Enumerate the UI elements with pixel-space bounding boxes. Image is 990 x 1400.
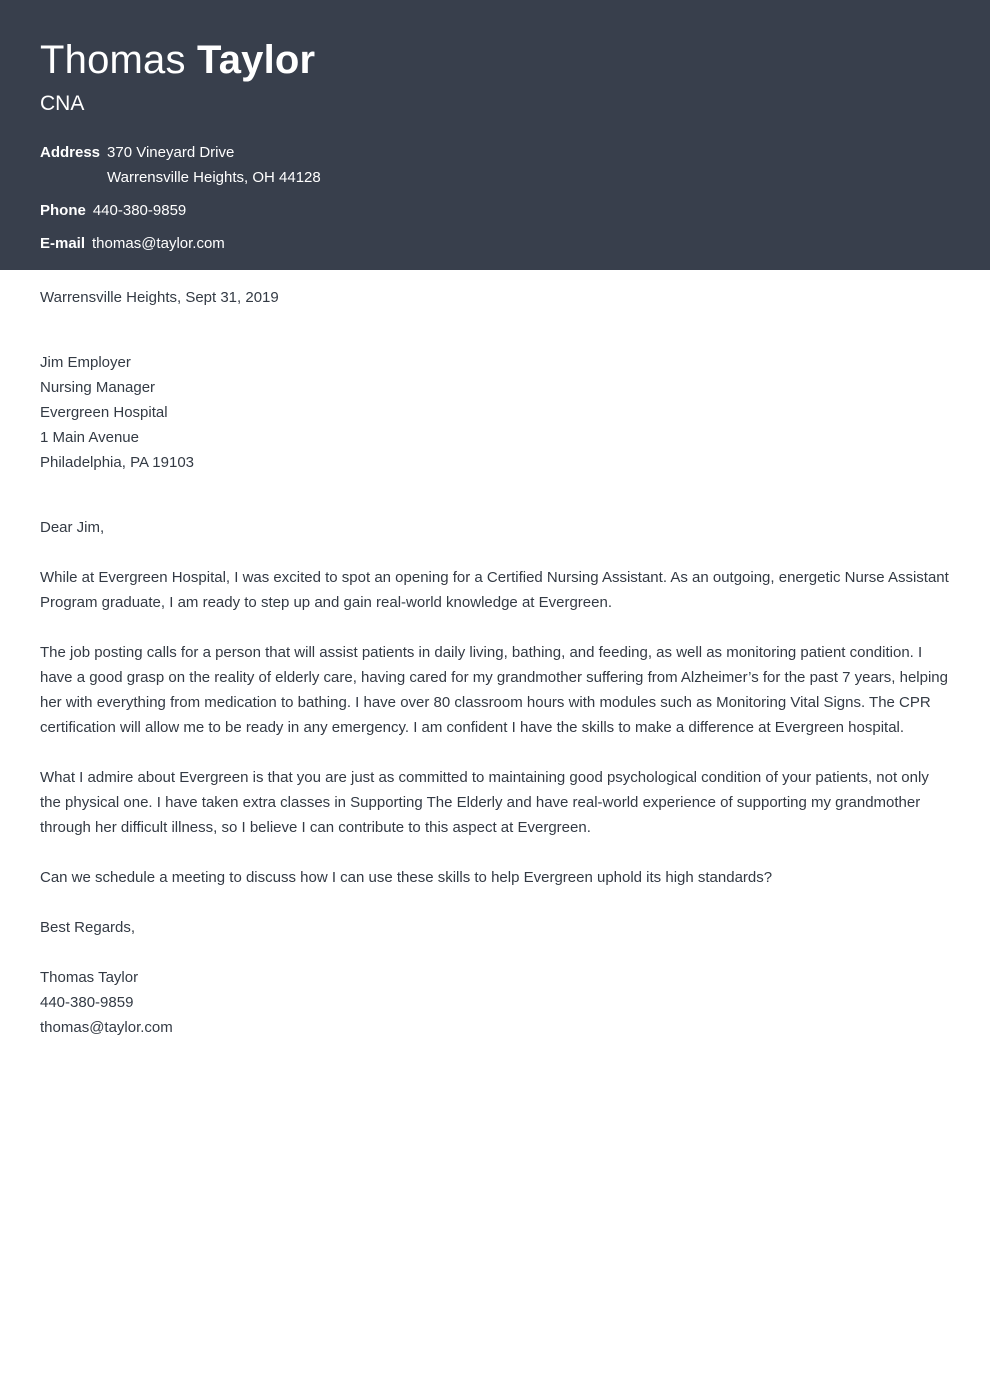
applicant-name xyxy=(40,36,950,84)
address-line2: Warrensville Heights, OH 44128 xyxy=(107,169,321,186)
signature-phone: 440-380-9859 xyxy=(40,994,134,1011)
recipient-name: Jim Employer xyxy=(40,354,131,371)
first-name: Thomas xyxy=(40,38,186,82)
signature-name: Thomas Taylor xyxy=(40,969,139,986)
last-name: Taylor xyxy=(197,38,316,82)
paragraph-2: The job posting calls for a person that will assist patients in daily living, bathing, and feeding, as well as monitoring patient condition. I have a good grasp on the reality of elderly care, having cared for my grandmother suffering from Alzheimer’s for the past 7 years, helping her with everything from medication to bathing. I have over 80 classroom hours with modules such as Monitoring Vital Signs. The CPR certification will allow me to be ready in any emergency. I am confident I have the skills to make a difference at Evergreen hospital. xyxy=(40,644,948,736)
recipient-city: Philadelphia, PA 19103 xyxy=(40,454,195,471)
recipient-street: 1 Main Avenue xyxy=(40,429,139,446)
paragraph-1: While at Evergreen Hospital, I was excited to spot an opening for a Certified Nursing Assistant. As an outgoing, energetic Nurse Assistant Program graduate, I am ready to step up and gain real-world knowledge at Evergreen. xyxy=(40,569,949,611)
recipient-block xyxy=(40,350,950,475)
phone-row xyxy=(40,198,950,223)
phone-value: 440-380-9859 xyxy=(92,202,187,219)
phone-label: Phone xyxy=(40,202,86,219)
signature-email: thomas@taylor.com xyxy=(40,1019,173,1036)
address-label: Address xyxy=(40,144,101,161)
letter-header xyxy=(0,0,990,270)
job-title: CNA xyxy=(40,92,85,115)
date-line: Warrensville Heights, Sept 31, 2019 xyxy=(40,289,279,306)
greeting: Dear Jim, xyxy=(40,519,105,536)
address-line1: 370 Vineyard Drive xyxy=(107,144,235,161)
recipient-company: Evergreen Hospital xyxy=(40,404,168,421)
email-row xyxy=(40,231,950,256)
paragraph-4: Can we schedule a meeting to discuss how I can use these skills to help Evergreen uphold its high standards? xyxy=(40,869,773,886)
letter-body xyxy=(0,270,990,1040)
contact-info xyxy=(40,140,950,256)
paragraph-3: What I admire about Evergreen is that you are just as committed to maintaining good psychological condition of your patients, not only the physical one. I have taken extra classes in Supporting The Elderly and have real-world experience of supporting my grandmother through her difficult illness, so I believe I can contribute to this aspect at Evergreen. xyxy=(40,769,929,836)
closing: Best Regards, xyxy=(40,919,136,936)
email-label: E-mail xyxy=(40,235,86,252)
signature-block xyxy=(40,965,950,1040)
recipient-title: Nursing Manager xyxy=(40,379,156,396)
address-value xyxy=(107,140,321,190)
address-row xyxy=(40,140,950,190)
email-value: thomas@taylor.com xyxy=(92,235,225,252)
